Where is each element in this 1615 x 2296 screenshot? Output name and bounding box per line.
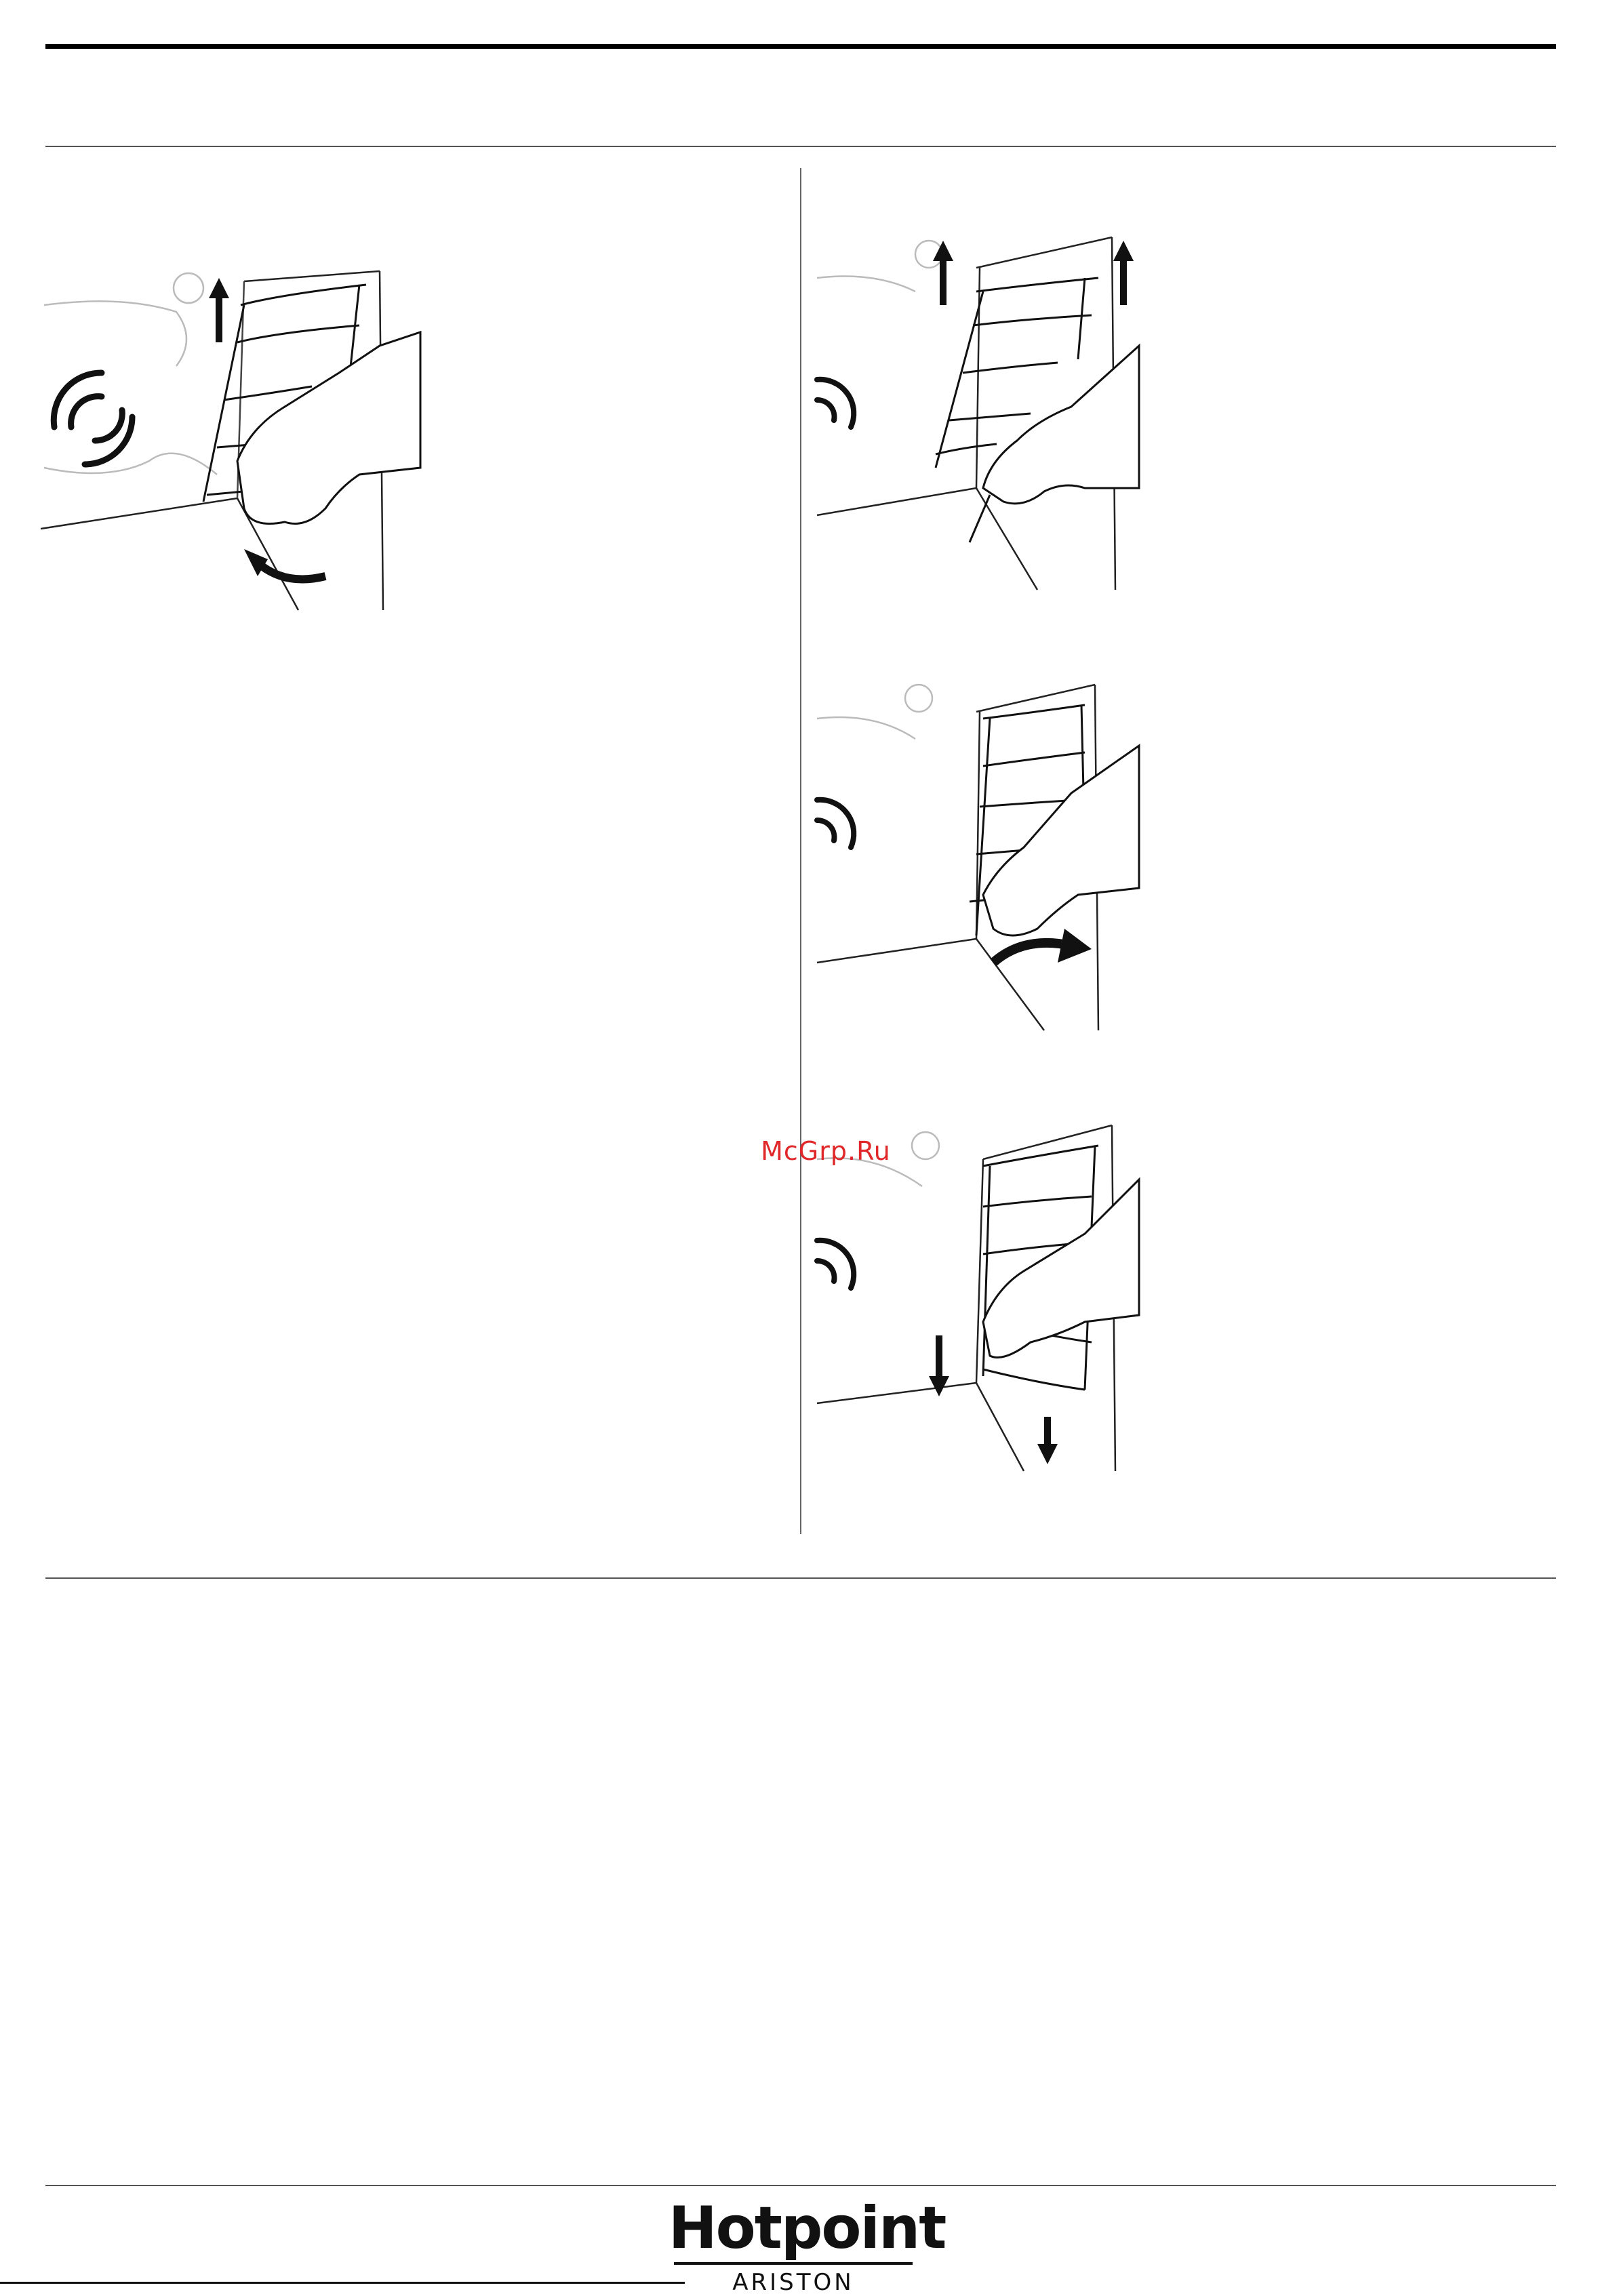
brand-underline	[674, 2262, 913, 2265]
illustration-remove-rack	[41, 258, 434, 624]
arrow-up-icon	[209, 278, 229, 342]
oven-fan-icon	[817, 800, 854, 847]
header-divider	[45, 146, 1556, 147]
hand-icon	[237, 332, 420, 524]
brand-name: Hotpoint	[668, 2194, 946, 2262]
curved-arrow-icon	[258, 563, 325, 580]
hand-icon	[983, 746, 1139, 935]
top-rule	[45, 44, 1556, 49]
oven-fan-icon	[817, 1241, 854, 1288]
oven-fan-icon	[817, 380, 854, 427]
hand-icon	[983, 1180, 1139, 1358]
watermark: McGrp.Ru	[761, 1136, 891, 1166]
hand-icon	[983, 346, 1139, 504]
brand-logo	[664, 2186, 949, 2296]
oven-fan-icon	[54, 373, 132, 464]
section-divider	[45, 1577, 1556, 1579]
brand-sub: ARISTON	[732, 2269, 854, 2296]
arrow-up-icon	[933, 241, 1134, 305]
illustration-rotate-rack	[814, 678, 1153, 1037]
illustration-lower-rack	[814, 1119, 1153, 1478]
column-divider	[800, 168, 801, 1534]
illustration-lift-rack	[814, 224, 1153, 597]
